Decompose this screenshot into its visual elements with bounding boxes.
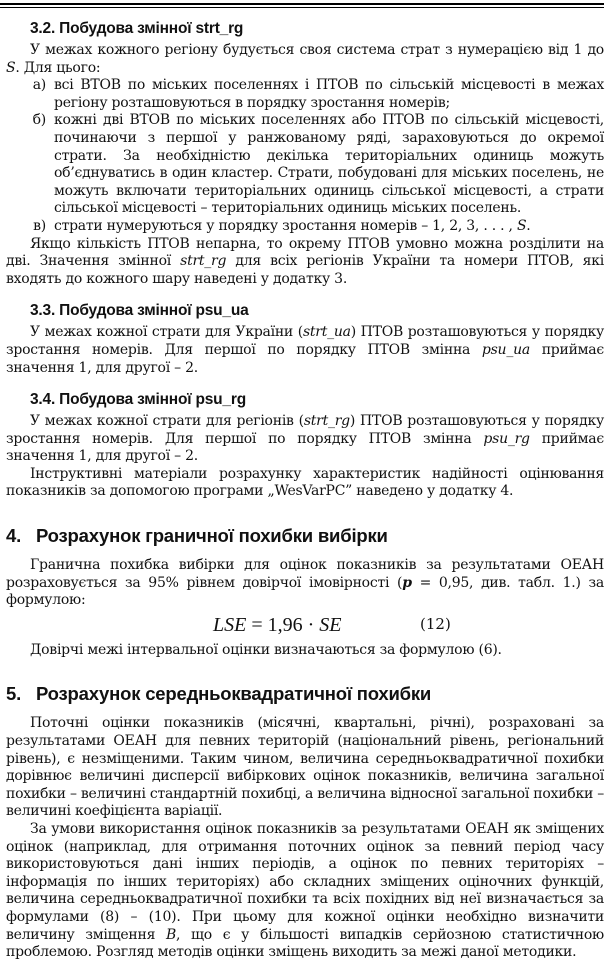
subsection-3-3-paragraph: У межах кожної страти для України (strt_ua) ПТОВ розташовуються у порядку зростання номерів. Для першої по порядку ПТОВ змінна psu_ua приймає значення 1, для другої – 2. [6, 324, 604, 376]
subsection-3-4-heading: 3.4. Побудова змінної psu_rg [30, 391, 246, 409]
subsection-3-2-outro: Якщо кількість ПТОВ непарна, то окрему ПТОВ умовно можна розділити на дві. Значення змінної strt_rg для всіх регіонів України та номери ПТОВ, які входять до кожного шару наведені у додатку 3. [6, 235, 604, 287]
subsection-3-4-paragraph-2: Інструктивні матеріали розрахунку характеристик надійності оцінювання показників за допомогою програми „WesVarPC” наведено у додатку 4. [6, 465, 604, 500]
formula-12 [6, 614, 604, 640]
subsection-3-2-intro: У межах кожного регіону будується своя система страт з нумерацією від 1 до S. Для цього: [6, 42, 604, 76]
list-item-text: всі ВТОВ по міських поселеннях і ПТОВ по сільській місцевості в межах регіону розташовуються в порядку зростання номерів; [54, 77, 604, 111]
list-item-c [6, 218, 604, 236]
list-item-b [6, 112, 604, 218]
document-page [6, 10, 604, 962]
header-rule-thin [0, 7, 604, 8]
list-item-a [6, 77, 604, 112]
section-5-heading: 5. Розрахунок середньоквадратичної похибки [6, 683, 432, 705]
formula-expression: LSE = 1,96 · SE [213, 613, 342, 636]
list-marker: б) [32, 112, 46, 129]
list-item-text: кожні дві ВТОВ по міських поселеннях або ПТОВ по сільській місцевості, починаючи з першої у ранжованому ряді, зараховуються до окремої страти. За необхідністю декілька територіальних одиниць можуть об’єднуватись в один кластер. Страти, побудовані для міських поселень, не можуть включати територіальних одиниць сільської місцевості, а страти сільської місцевості – територіальних одиниць міських поселень. [54, 112, 604, 217]
header-rule-thick [0, 3, 604, 5]
equation-number: (12) [420, 614, 451, 633]
section-5-paragraph-1: Поточні оцінки показників (місячні, квартальні, річні), розраховані за результатами ОЕАН для певних територій (національний рівень, регіональний рівень), є незміщеними. Таким чином, величина середньоквадратичної похибки дорівнює величині дисперсії вибіркових оцінок показників, величина загальної похибки – величині стандартній похибці, а величина відносної загальної похибки – величині коефіцієнта варіації. [6, 715, 604, 820]
section-5-paragraph-2: За умови використання оцінок показників за результатами ОЕАН як зміщених оцінок (наприклад, для отримання поточних оцінок за певний період часу використовуються дані інших періодів, а оцінок по певних територіях – інформація по інших територіях) або складних зміщених оціночних функцій, величина середньоквадратичної похибки та всіх похідних від неї визначається за формулами (8) – (10). При цьому для кожної оцінки необхідно визначити величину зміщення B, що є у більшості випадків серйозною статистичною проблемою. Розгляд методів оцінки зміщень виходить за межі даної методики. [6, 821, 604, 961]
list-marker: а) [32, 77, 46, 94]
subsection-3-3-heading: 3.3. Побудова змінної psu_ua [30, 302, 249, 320]
list-item-text: страти нумеруються у порядку зростання номерів – 1, 2, 3, . . . , S. [54, 217, 531, 234]
list-marker: в) [33, 217, 46, 234]
section-4-heading: 4. Розрахунок граничної похибки вибірки [6, 525, 388, 547]
section-4-paragraph: Гранична похибка вибірки для оцінок показників за результатами ОЕАН розраховується за 95% рівнем довірчої імовірності (p = 0,95, див. табл. 1.) за формулою: [6, 557, 604, 609]
subsection-3-2-heading: 3.2. Побудова змінної strt_rg [30, 20, 244, 37]
subsection-3-4-paragraph: У межах кожної страти для регіонів (strt_rg) ПТОВ розташовуються у порядку зростання номерів. Для першої по порядку ПТОВ змінна psu_rg приймає значення 1, для другої – 2. [6, 413, 604, 465]
section-4-paragraph-2: Довірчі межі інтервальної оцінки визначаються за формулою (6). [30, 641, 502, 658]
